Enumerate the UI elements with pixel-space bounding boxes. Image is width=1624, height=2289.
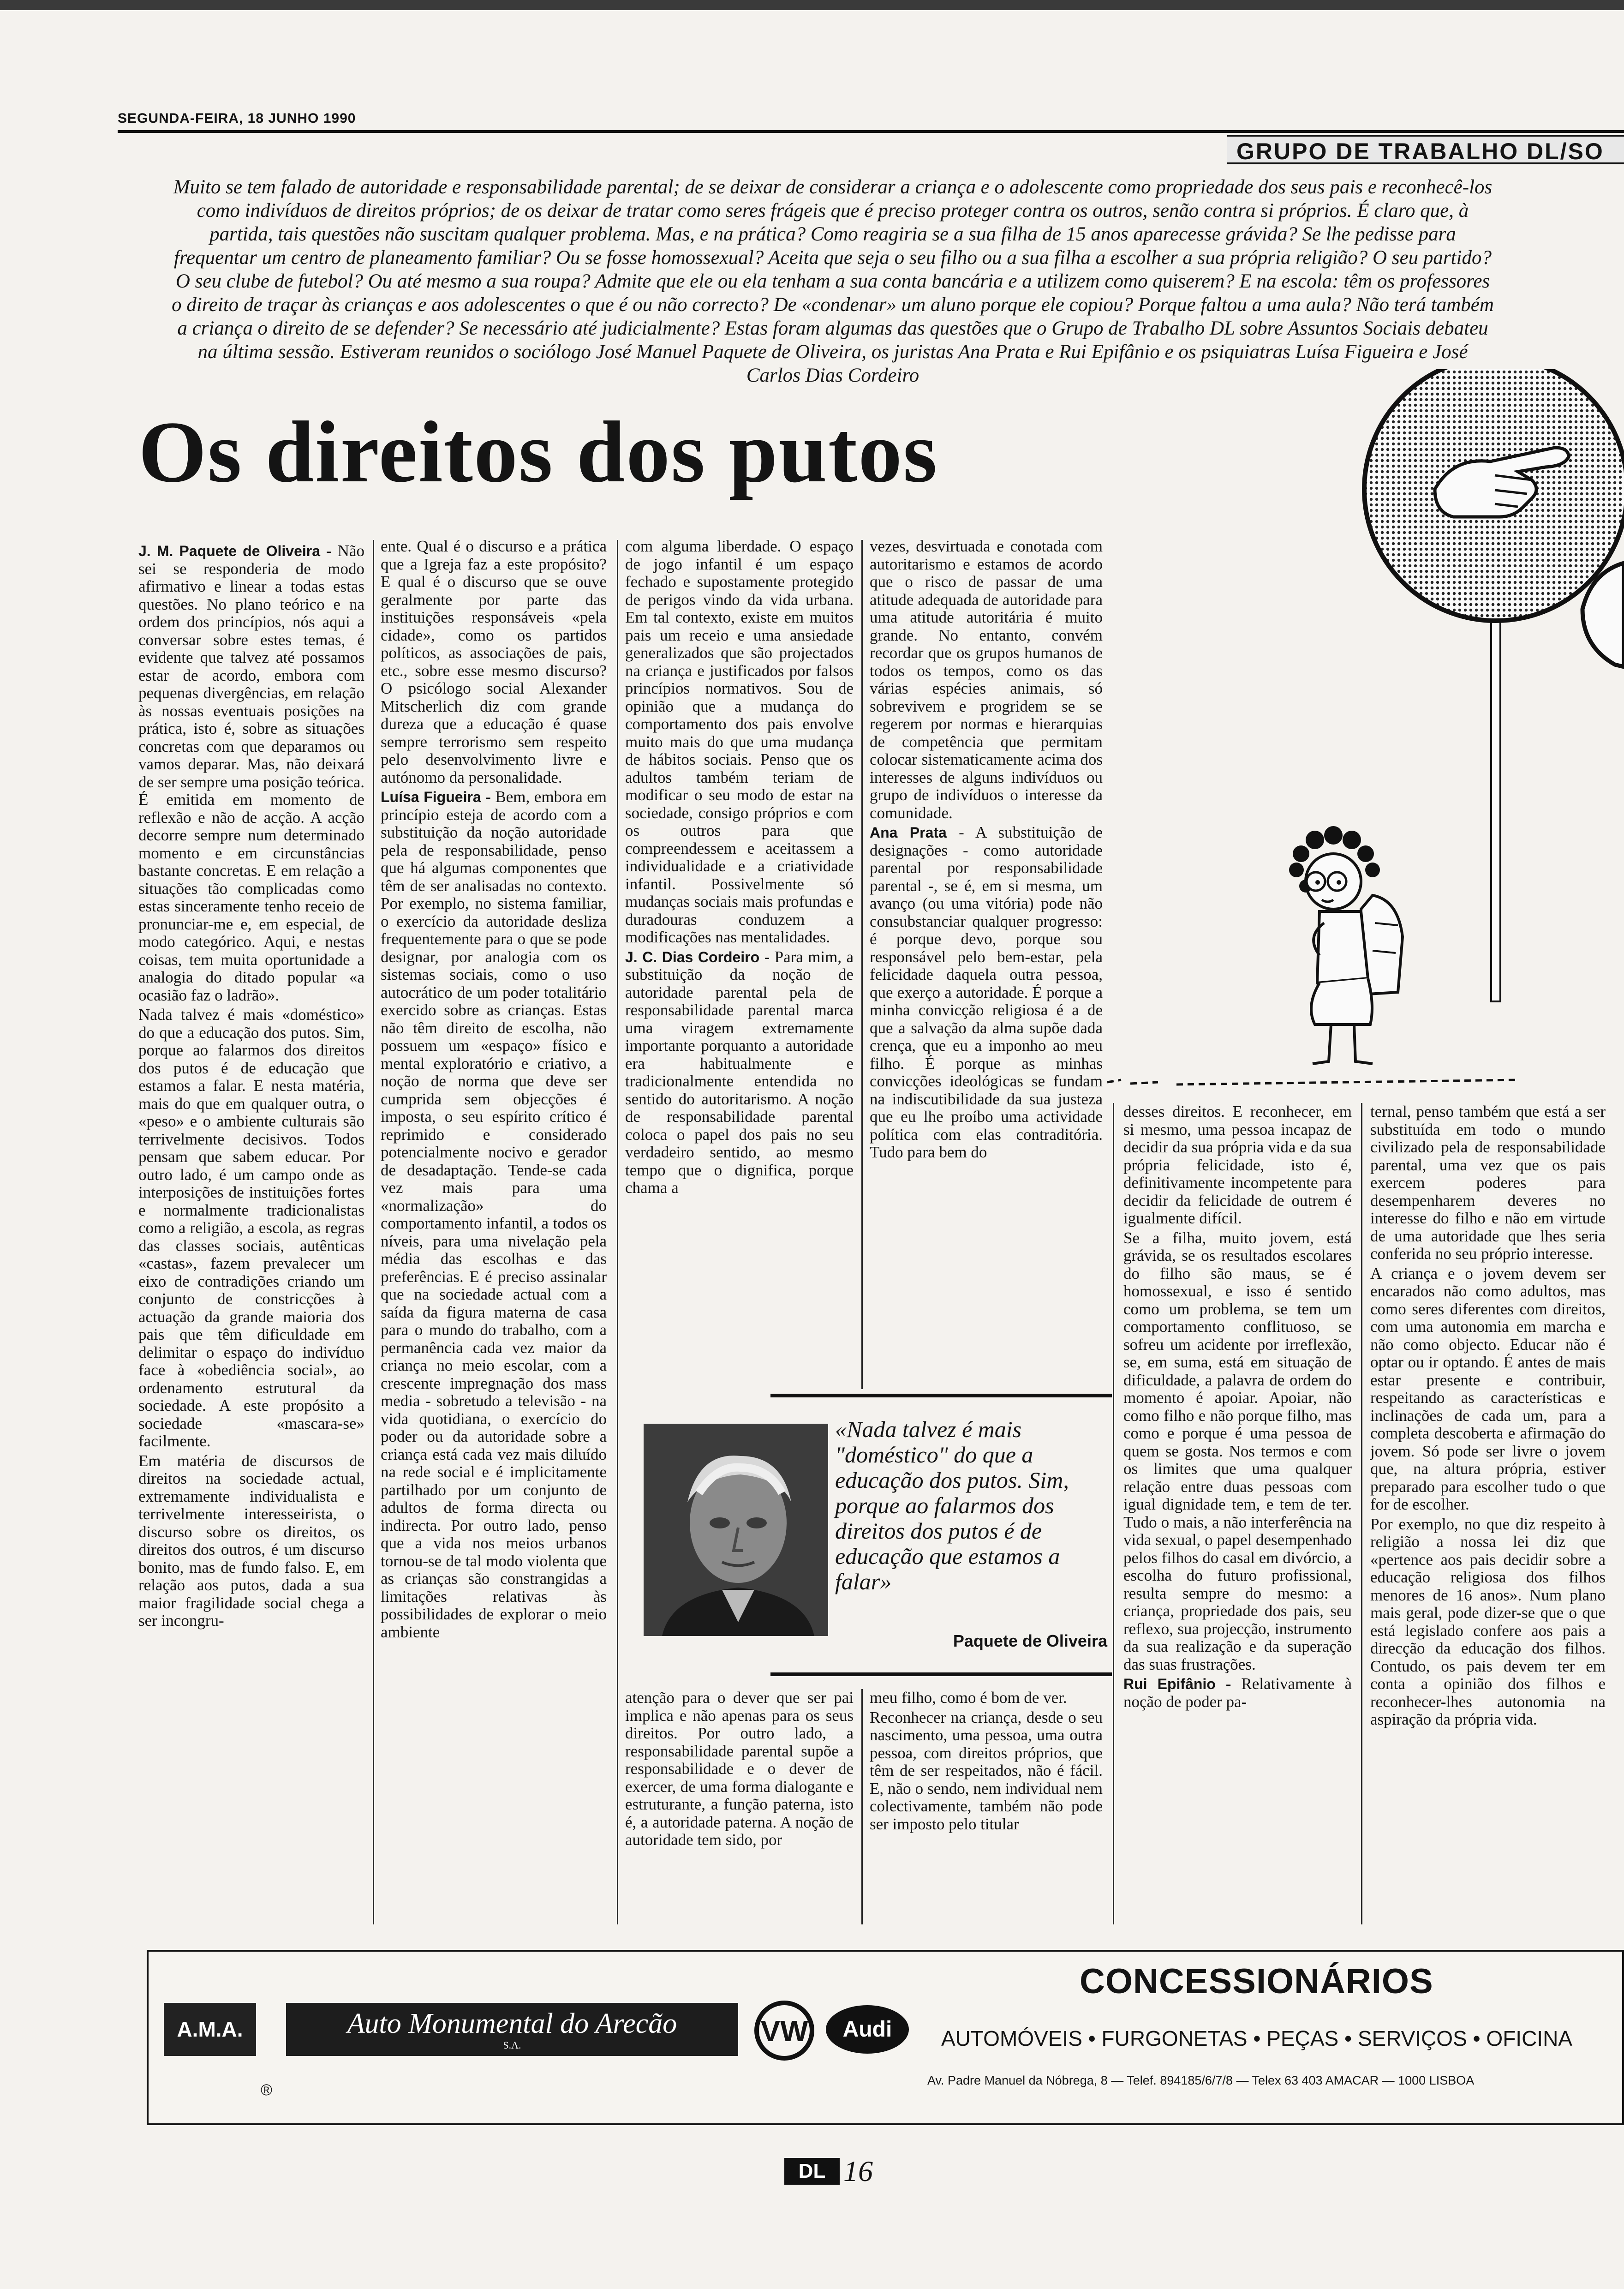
speaker-name: Rui Epifânio — [1123, 1676, 1216, 1692]
headline: Os direitos dos putos — [138, 404, 938, 501]
paragraph: - Relativamente à noção de poder pa- — [1123, 1675, 1352, 1711]
pull-quote-text: «Nada talvez é mais "doméstico" do que a educação dos putos. Sim, porque ao falarmos dos direitos dos putos é de educação que estamos a falar» — [835, 1416, 1069, 1594]
header-rule — [118, 130, 1624, 133]
paragraph: Nada talvez é mais «doméstico» do que a educação dos putos. Sim, porque ao falarmos dos direitos dos putos é de educação que estamos a falar. E nesta matéria, mais do que em qualquer outra, o «peso» e o ambiente culturais são terrivelmente decisivos. Todos pensam que sabem educar. Por outro lado, é um campo onde as interposições de instituições fortes e normalmente tradicionalistas como a religião, a escola, as regras das classes sociais, autênticas «castas», fazem prevalecer um eixo de contradições criando um conjunto de constricções à actuação da grande maioria dos pais que têm dificuldade em delimitar o espaço do indivíduo face à «obediência social», ao ordenamento estrutural da sociedade. A este propósito a sociedade «mascara-se» facilmente. — [138, 1006, 364, 1450]
column-divider — [1113, 1103, 1114, 1924]
vw-logo-icon: VW — [754, 2001, 814, 2061]
lead-paragraph: Muito se tem falado de autoridade e responsabilidade parental; de se deixar de considerar a criança e o adolescente como propriedade dos seus pais e reconhecê-los como indivíduos de direitos próprios; de os deixar de tratar como seres frágeis que é preciso proteger contra os outros, senão contra si próprios. É claro que, à partida, tais questões não suscitam qualquer problema. Mas, e na prática? Como reagiria se a sua filha de 15 anos aparecesse grávida? Se lhe pedisse para frequentar um centro de planeamento familiar? Ou se fosse homossexual? Aceita que seja o seu filho ou a sua filha a escolher a sua própria religião? O seu partido? O seu clube de futebol? Ou até mesmo a sua roupa? Admite que ele ou ela tenham a sua conta bancária e a utilizem como quiserem? E na escola: têm os professores o direito de traçar às crianças e aos adolescentes o que é ou não correcto? De «condenar» um aluno porque ele copiou? Porque faltou a uma aula? Não terá também a criança o direito de se defender? Se necessário até judicialmente? Estas foram algumas das questões que o Grupo de Trabalho DL sobre Assuntos Sociais debateu na última sessão. Estiveram reunidos o sociólogo José Manuel Paquete de Oliveira, os juristas Ana Prata e Rui Epifânio e os psiquiatras Luísa Figueira e José Carlos Dias Cordeiro — [172, 176, 1494, 386]
paragraph: - A substituição de designações - como autoridade parental por responsabilidade parental -, se é, em si mesma, um avanço (ou uma vitória) pode não consubstanciar qualquer progresso: é porque devo, porque sou responsável pelo bem-estar, pela felicidade daquela outra pessoa, que exerço a autoridade. É porque a minha convicção religiosa é a de que a salvação da alma supõe dada crença, que eu a imponho ao meu filho. É porque as minhas convicções ideológicas se fundam na indiscutibilidade da sua justeza que eu lhe proíbo uma actividade política com elas contraditória. Tudo para bem do — [870, 823, 1103, 1161]
pull-quote-top-rule — [770, 1394, 1112, 1397]
portrait-photo — [644, 1424, 828, 1636]
paragraph: Em matéria de discursos de direitos na sociedade actual, extremamente individualista e terrivelmente interesseirista, o discurso sobre os direitos, os direitos dos outros, é um discurso bonito, mas de fundo falso. E, em relação aos putos, dada a sua maior fragilidade social chega a ser incongru- — [138, 1451, 364, 1630]
scan-top-edge — [0, 0, 1624, 10]
ad-services: AUTOMÓVEIS • FURGONETAS • PEÇAS • SERVIÇOS • OFICINA — [941, 2026, 1572, 2050]
article-column-4-continued — [870, 1689, 1103, 1929]
article-column-2 — [381, 538, 607, 1927]
paragraph: Se a filha, muito jovem, está grávida, se os resultados escolares do filho são maus, se é homossexual, e isso é sentido como um problema, se tem um comportamento conflituoso, se sofreu um acidente por irreflexão, se, em suma, está em situação de dificuldade, a palavra de ordem do momento é apoiar. Apoiar, não como filho e não porque filho, mas como e porque é uma pessoa de quem se gosta. Nos termos e com os limites que uma qualquer relação entre duas pessoas com igual dignidade tem, e tem de ter. Tudo o mais, a não interferência na vida sexual, o papel desempenhado pelos filhos do casal em divórcio, a escolha do futuro profissional, resulta sempre do mesmo: a criança, propriedade dos pais, seu reflexo, sua projecção, instrumento da sua realização e da superação das suas frustrações. — [1123, 1228, 1352, 1673]
article-column-6 — [1370, 1103, 1606, 1929]
article-column-1 — [138, 542, 364, 1927]
company-suffix: S.A. — [503, 2039, 521, 2051]
paragraph: - Para mim, a substituição da noção de autoridade parental pela de responsabilidade parental marca uma viragem extremamente importante porquanto a autoridade era habitualmente e tradicionalmente entendida no sentido do autoritarismo. A noção de responsabilidade parental coloca o papel dos pais no seu verdadeiro sentido, ao mesmo tempo que o dignifica, porque chama a — [625, 947, 854, 1197]
section-title: GRUPO DE TRABALHO DL/SO — [1227, 135, 1624, 164]
paragraph: Reconhecer na criança, desde o seu nascimento, uma pessoa, uma outra pessoa, com direitos próprios, que têm de ser respeitados, não é fácil. E, não o sendo, nem individual nem colectivamente, também não pode ser imposto pelo titular — [870, 1708, 1103, 1833]
child-with-backpack-illustration — [1103, 369, 1624, 1089]
paragraph: com alguma liberdade. O espaço de jogo infantil é um espaço fechado e supostamente protegido de perigos vindo da vida urbana. Em tal contexto, existe em muitos pais um receio e uma ansiedade generalizados que são projectados na criança e justificados por falsos princípios normativos. Sou de opinião que a mudança do comportamento dos pais envolve muito mais do que uma mudança de hábitos sociais. Penso que os adultos também teriam de modificar o seu modo de estar na sociedade, consigo próprios e com os outros para que compreendessem e aceitassem a individualidade e a criatividade infantil. Possivelmente só mudanças sociais mais profundas e duradouras conduzem a modificações nas mentalidades. — [625, 537, 854, 946]
portrait-photo-image — [644, 1424, 828, 1636]
dateline: SEGUNDA-FEIRA, 18 JUNHO 1990 — [118, 111, 356, 126]
pull-quote-attribution: Paquete de Oliveira — [953, 1631, 1107, 1650]
speaker-name: J. C. Dias Cordeiro — [625, 948, 760, 965]
page-number: 16 — [843, 2155, 873, 2187]
column-divider — [617, 540, 618, 1924]
column-divider — [861, 540, 863, 1389]
company-name-banner — [286, 2003, 738, 2056]
paragraph: desses direitos. E reconhecer, em si mesmo, uma pessoa incapaz de decidir da sua própria vida e da sua própria felicidade, isto é, definitivamente incompetente para decidir da felicidade de outrem é igualmente difícil. — [1123, 1103, 1352, 1227]
column-divider — [373, 540, 374, 1924]
paragraph: - Bem, embora em princípio esteja de acordo com a substituição da noção autoridade pela de responsabilidade, penso que há algumas componentes que têm de ser analisadas no contexto. Por exemplo, no sistema familiar, o exercício da autoridade desliza frequentemente para o que se pode designar, por analogia com os sistemas sociais, como o uso autocrático de um poder totalitário exercido sobre as crianças. Estas não têm direito de escolha, não possuem um «espaço» físico e mental exploratório e criativo, a noção de norma que deve ser cumprida sem objecções é imposta, o seu espírito crítico é reprimido e considerado potencialmente nocivo e gerador de desadaptação. Tende-se cada vez mais para uma «normalização» do comportamento infantil, a todos os níveis, para uma nivelação pela média das escolhas e das preferências. E é preciso assinalar que na sociedade actual com a saída da figura materna de casa para o mundo do trabalho, com a permanência cada vez maior da criança no meio escolar, com a crescente impregnação dos mass media - sobretudo a televisão - na vida quotidiana, o exercício do poder ou da autoridade sobre a criança está cada vez mais diluído na rede social e é implicitamente partilhado por um conjunto de adultos de forma directa ou indirecta. Por outro lado, penso que a vida nos meios urbanos tornou-se de tal modo violenta que as crianças são constrangidas a limitações relativas às possibilidades de explorar o meio ambiente — [381, 788, 607, 1641]
paragraph: - Não sei se responderia de modo afirmativo e linear a todas estas questões. No plano teórico e na ordem dos princípios, nós aqui a conversar sobre estes temas, é evidente que talvez até possamos estar de acordo, embora com pequenas divergências, em relação às nossas eventuais posições na prática, isto é, sobre as situações concretas com que deparamos ou vamos deparar. Mas, não deixará de ser sempre uma posição teórica. É emitida em momento de reflexão e não de acção. A acção decorre sempre num determinado momento e em circunstâncias bastante concretas. E em relação a situações tão complicadas como estas sinceramente tenho receio de pronunciar-me e, em especial, de modo categórico. Aqui, e nestas coisas, tem muita oportunidade a analogia do ditado popular «a ocasião faz o ladrão». — [138, 542, 364, 1004]
paragraph: Por exemplo, no que diz respeito à religião a nossa lei diz que «pertence aos pais decidir sobre a educação religiosa dos filhos menores de 16 anos». Num plano mais geral, pode dizer-se que o que está legislado confere aos pais a direcção da educação dos filhos. Contudo, os pais devem ter em conta a opinião dos filhos e reconhecer-lhes autonomia na aspiração da própria vida. — [1370, 1515, 1606, 1728]
article-column-5 — [1123, 1103, 1352, 1929]
ad-headline: CONCESSIONÁRIOS — [1080, 1962, 1433, 2001]
article-column-3-continued — [625, 1689, 854, 1929]
speaker-name: Luísa Figueira — [381, 789, 481, 805]
paragraph: meu filho, como é bom de ver. — [870, 1689, 1067, 1707]
paragraph: ente. Qual é o discurso e a prática que a Igreja faz a este propósito? E qual é o discurso que se ouve geralmente por parte das instituições responsáveis «pela cidade», como os partidos políticos, as associações de pais, etc., sobre esse mesmo discurso? O psicólogo social Alexander Mitscherlich diz com grande dureza que a educação é quase sempre terrorismo sem respeito pelo desenvolvimento livre e autónomo da personalidade. — [381, 537, 607, 786]
paragraph: A criança e o jovem devem ser encarados não como adultos, mas como seres diferentes com direitos, com uma autonomia em marcha e não como objecto. Educar não é optar ou ir optando. É antes de mais estar presente e contribuir, respeitando as características e inclinações de cada um, para a completa descoberta e afirmação do jovem. Só pode ser livre o jovem que, na altura própria, estiver preparado para escolher tudo o que for de escolher. — [1370, 1264, 1606, 1513]
column-divider — [861, 1689, 863, 1924]
road-sign-illustration — [1103, 369, 1624, 1089]
speaker-name: Ana Prata — [870, 824, 947, 841]
registered-mark: ® — [261, 2081, 273, 2099]
paragraph: vezes, desvirtuada e conotada com autoritarismo e estamos de acordo que o risco de passar de uma atitude adequada de autoridade para uma atitude autoritária é muito grande. No entanto, convém recordar que os grupos humanos de todos os tempos, como os das várias espécies animais, só sobrevivem e progridem se se regerem por normas e hierarquias de competência que permitam colocar sistematicamente acima dos interesses de alguns indivíduos ou grupo de indivíduos o interesse da comunidade. — [870, 537, 1103, 822]
company-name: Auto Monumental do Arecão — [347, 2008, 677, 2039]
ad-address: Av. Padre Manuel da Nóbrega, 8 — Telef. 894185/6/7/8 — Telex 63 403 AMACAR — 1000 LISBOA — [927, 2073, 1475, 2087]
newspaper-logo: DL — [784, 2158, 840, 2185]
speaker-name: J. M. Paquete de Oliveira — [138, 543, 321, 559]
pull-quote-bottom-rule — [770, 1672, 1112, 1676]
column-divider — [1361, 1103, 1362, 1924]
page-folio — [784, 2154, 873, 2188]
ama-logo: A.M.A. — [164, 2003, 256, 2056]
article-column-4 — [870, 538, 1103, 1387]
paragraph: atenção para o dever que ser pai implica e não apenas para os seus direitos. Por outro lado, a responsabilidade parental supõe a responsabilidade e o dever de exercer, de uma forma dialogante e estruturante, a função paterna, isto é, a autoridade paterna. A noção de autoridade tem sido, por — [625, 1689, 854, 1849]
paragraph: ternal, penso também que está a ser substituída em todo o mundo civilizado pela de responsabilidade parental, uma vez que os pais exercem poderes para desempenharem deveres no interesse do filho e não em virtude de uma autoridade que lhes seria conferida no seu próprio interesse. — [1370, 1103, 1606, 1263]
audi-logo-icon: Audi — [826, 2005, 909, 2054]
article-column-3 — [625, 538, 854, 1387]
